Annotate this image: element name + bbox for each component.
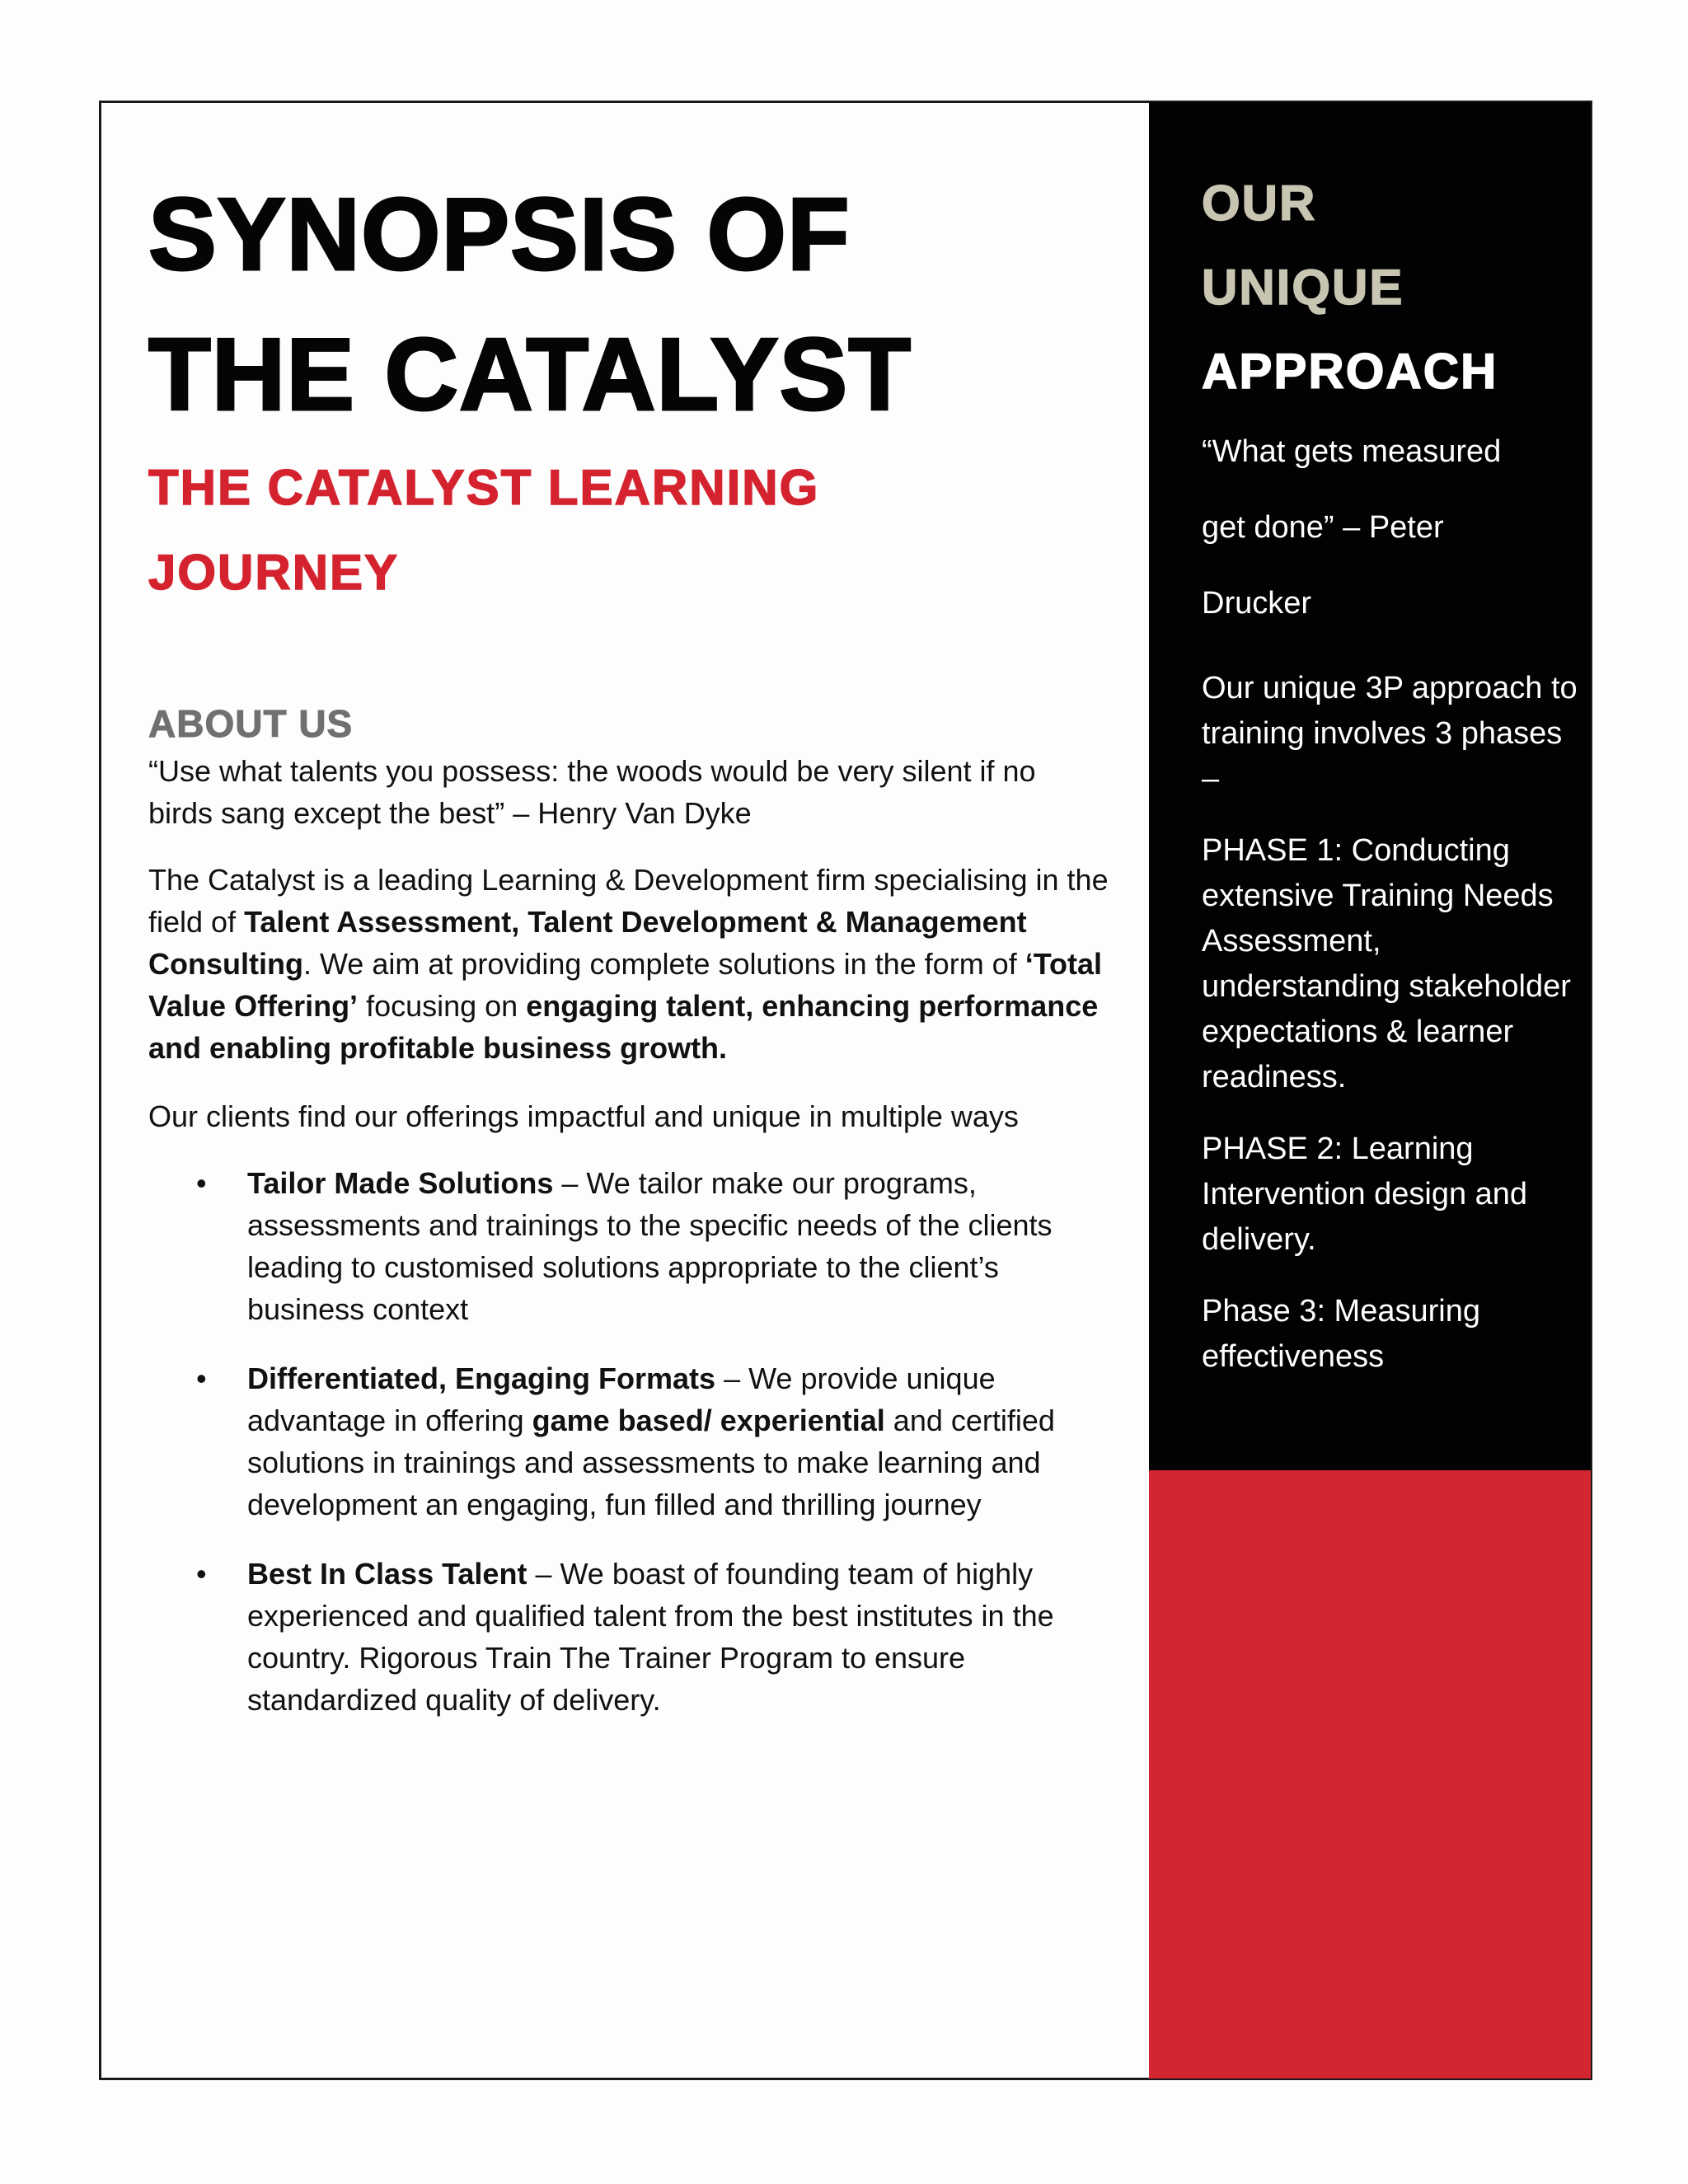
- subtitle-line-2: JOURNEY: [148, 545, 400, 600]
- intro-text-2: . We aim at providing complete solutions in the form of: [302, 947, 1025, 981]
- sidebar-phase-1: PHASE 1: Conducting extensive Training Needs Assessment, understanding stakeholder expectations & learner readiness.: [1202, 833, 1571, 1094]
- bullet-icon: •: [196, 1166, 207, 1200]
- intro-text-1: The Catalyst is a leading Learning & Development firm specialising in the field of: [148, 863, 1109, 939]
- offerings-list: [148, 1162, 1113, 1721]
- bullet-text: – We boast of founding team of highly experienced and qualified talent from the best institutes in the country. Rigorous Train The Trainer Program to ensure standardized quality of delivery.: [247, 1557, 1054, 1717]
- bullet-bold-text: game based/ experiential: [532, 1404, 885, 1437]
- sidebar-phase-3: Phase 3: Measuring effectiveness: [1202, 1294, 1480, 1374]
- sidebar-quote: [1202, 414, 1581, 641]
- sidebar-quote-line-1: “What gets measured: [1202, 434, 1502, 469]
- sidebar-phase-2: PHASE 2: Learning Intervention design and delivery.: [1202, 1132, 1528, 1257]
- list-item: [148, 1162, 1113, 1330]
- bullet-text: and certified solutions in trainings and assessments to make learning and development an engaging, fun filled and thrilling journey: [247, 1404, 1055, 1521]
- list-item: [148, 1357, 1113, 1526]
- sidebar-heading-line-2: UNIQUE: [1202, 260, 1404, 315]
- sidebar-heading: [1202, 162, 1581, 414]
- bullet-title: Best In Class Talent: [247, 1557, 528, 1591]
- bullet-title: Differentiated, Engaging Formats: [247, 1361, 716, 1395]
- page-title-line-2: THE CATALYST: [148, 318, 912, 432]
- about-quote: [148, 750, 1113, 834]
- sidebar-heading-line-3: APPROACH: [1202, 344, 1498, 399]
- bullet-icon: •: [196, 1557, 207, 1591]
- about-quote-line-1: “Use what talents you possess: the woods would be very silent if no: [148, 754, 1036, 788]
- sidebar-heading-line-1: OUR: [1202, 176, 1317, 231]
- intro-bold-3: engaging talent, enhancing performance and enabling profitable business growth.: [148, 989, 1099, 1065]
- about-quote-line-2: birds sang except the best” – Henry Van Dyke: [148, 796, 752, 830]
- page-subtitle: [148, 445, 1113, 615]
- bullet-title: Tailor Made Solutions: [247, 1166, 554, 1200]
- about-us-heading: ABOUT US: [148, 702, 354, 745]
- list-item: [148, 1553, 1113, 1721]
- sidebar-quote-line-3: Drucker: [1202, 586, 1312, 621]
- main-column: [148, 165, 1113, 1748]
- intro-text-3: focusing on: [358, 989, 527, 1023]
- bullet-text: – We tailor make our programs, assessments and trainings to the specific needs of the clients leading to customised solutions appropriate to the client’s business context: [247, 1166, 1053, 1326]
- sidebar-quote-line-2: get done” – Peter: [1202, 510, 1444, 545]
- sidebar-intro: Our unique 3P approach to training involves 3 phases –: [1202, 671, 1578, 796]
- intro-bold-1: Talent Assessment, Talent Development & Management Consulting: [148, 905, 1027, 981]
- subtitle-line-1: THE CATALYST LEARNING: [148, 460, 820, 515]
- bullet-icon: •: [196, 1361, 207, 1395]
- page-title-line-1: SYNOPSIS OF: [148, 178, 851, 292]
- sidebar-content: [1202, 162, 1581, 1380]
- bullet-text: – We provide unique advantage in offering: [247, 1361, 996, 1437]
- intro-bold-2: ‘Total Value Offering’: [148, 947, 1103, 1023]
- about-intro-paragraph: [148, 859, 1113, 1069]
- clients-paragraph: Our clients find our offerings impactful and unique in multiple ways: [148, 1099, 1019, 1133]
- sidebar-red-panel: [1149, 1470, 1591, 2079]
